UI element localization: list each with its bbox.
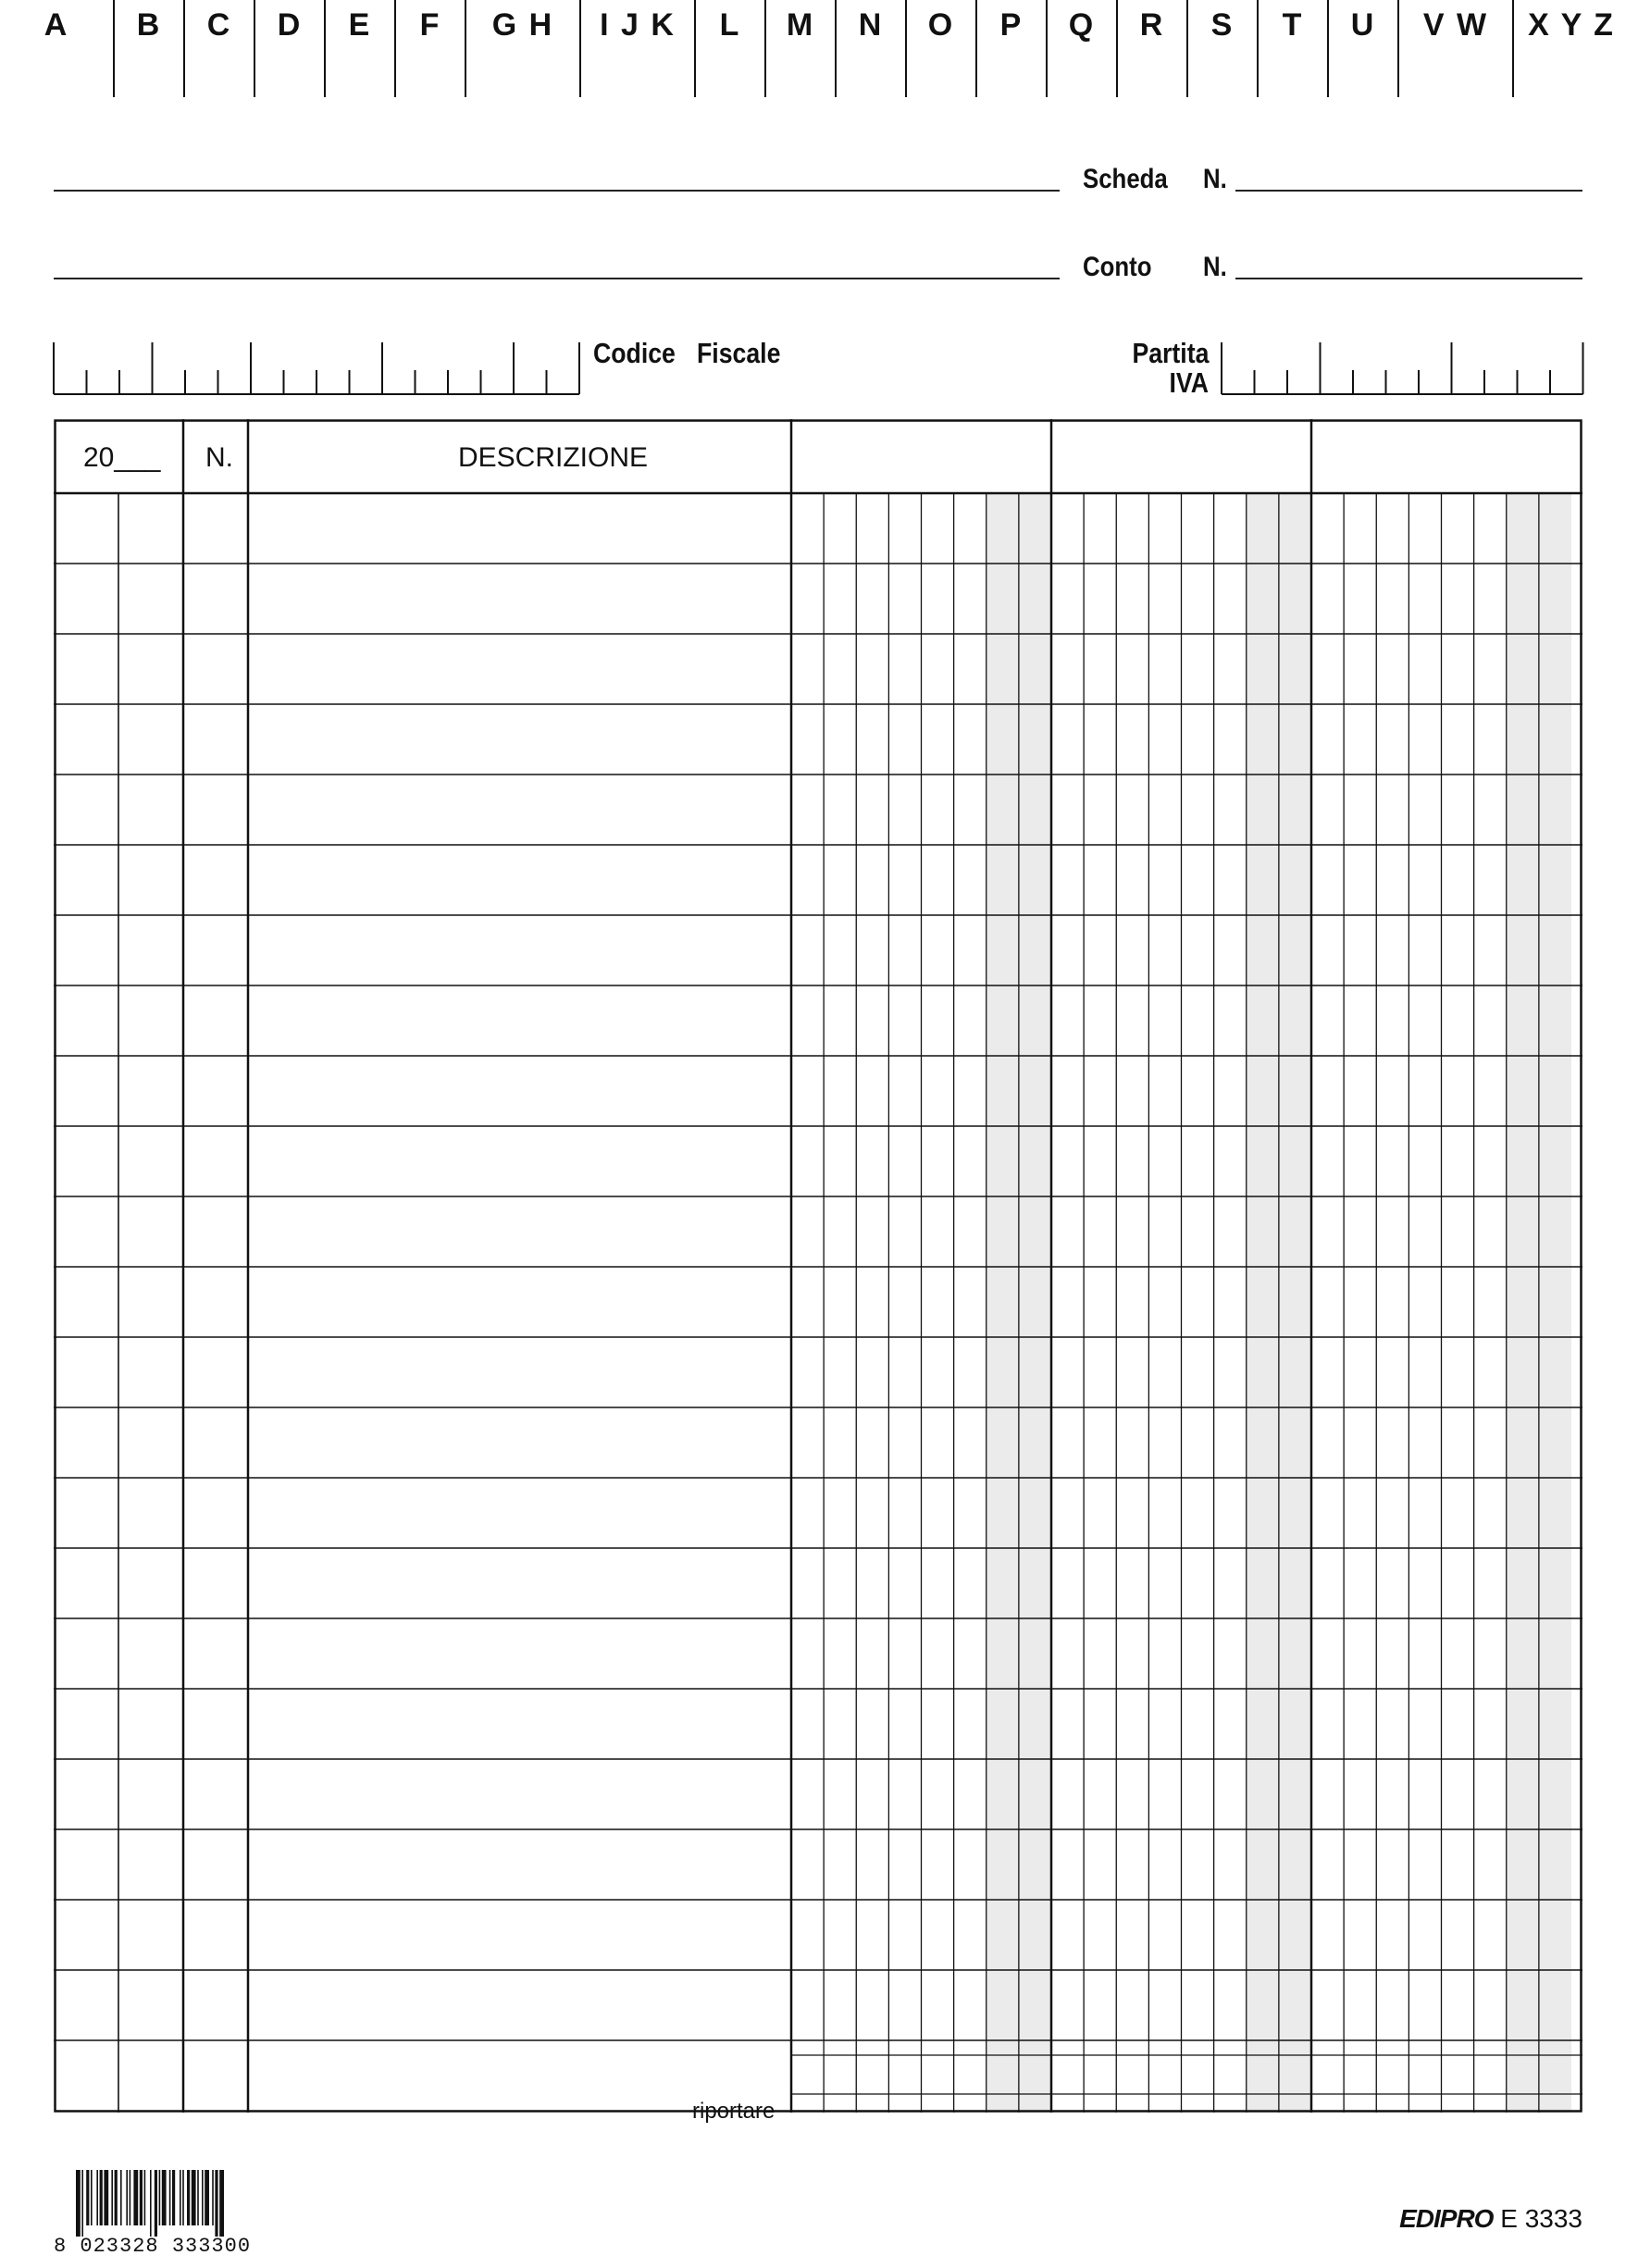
alphabet-tab[interactable]: X Y Z (1528, 7, 1615, 43)
alphabet-tab[interactable]: V W (1399, 0, 1514, 97)
table-border (56, 421, 1582, 2112)
codice-fiscale-field[interactable] (52, 342, 589, 398)
partita-iva-field[interactable] (1220, 342, 1590, 398)
alphabet-tab[interactable]: B (115, 0, 185, 97)
barcode-bar (120, 2170, 122, 2225)
alphabet-tab[interactable]: O (907, 0, 977, 97)
barcode-bar (111, 2170, 113, 2225)
barcode-bar (169, 2170, 171, 2225)
barcode-bar (133, 2170, 138, 2225)
alphabet-tab[interactable]: D (255, 0, 326, 97)
codice-fiscale-line1: Codice (593, 337, 676, 369)
barcode-digits: 8 023328 333300 (54, 2235, 252, 2258)
riportare-label: riportare (692, 2099, 776, 2124)
barcode-bar (180, 2170, 181, 2225)
barcode-bar (144, 2170, 146, 2225)
alphabet-tab[interactable]: M (766, 0, 837, 97)
partita-iva-line1: Partita (1132, 337, 1210, 369)
number-column-header: N. (205, 442, 233, 473)
barcode-bar (197, 2170, 199, 2225)
barcode-bar (76, 2170, 81, 2237)
barcode-bar (140, 2170, 143, 2225)
barcode-bar (219, 2170, 224, 2237)
codice-fiscale-line2: Fiscale (696, 337, 781, 369)
alphabet-tab[interactable]: I J K (581, 0, 696, 97)
barcode-bar (205, 2170, 209, 2225)
alphabet-tab[interactable]: F (396, 0, 466, 97)
name-line-1 (54, 190, 1060, 192)
barcode-bar (192, 2170, 196, 2225)
alphabet-tab[interactable]: P (977, 0, 1048, 97)
conto-number-label: N. (1203, 252, 1227, 282)
scheda-number-label: N. (1203, 164, 1227, 194)
product-code: E 3333 (1500, 2204, 1582, 2233)
barcode-bar (100, 2170, 103, 2225)
partita-iva-label (1120, 339, 1209, 398)
barcode-bar (212, 2170, 214, 2225)
alphabet-tab[interactable]: A (0, 0, 115, 97)
alphabet-tab[interactable]: Q (1048, 0, 1118, 97)
alphabet-tab[interactable]: U (1329, 0, 1399, 97)
barcode-bar (155, 2170, 157, 2237)
barcode-bar (162, 2170, 167, 2225)
barcode-bar (96, 2170, 98, 2225)
alphabet-index (0, 0, 1638, 97)
barcode-bar (215, 2170, 217, 2237)
scheda-label: Scheda (1083, 164, 1168, 194)
alphabet-tab[interactable]: S (1188, 0, 1259, 97)
partita-iva-line2: IVA (1169, 366, 1209, 399)
year-header: 20___ (83, 442, 161, 473)
scheda-number-field[interactable] (1235, 190, 1582, 192)
product-code-footer (1399, 2204, 1582, 2234)
conto-number-field[interactable] (1235, 278, 1582, 279)
alphabet-tab[interactable]: E (326, 0, 396, 97)
brand-logo: EDIPRO (1399, 2204, 1494, 2233)
barcode-bar (86, 2170, 89, 2225)
barcode-bar (91, 2170, 93, 2225)
barcode-bar (202, 2170, 204, 2225)
conto-label: Conto (1083, 252, 1152, 282)
alphabet-tab[interactable]: T (1259, 0, 1329, 97)
barcode-bar (126, 2170, 128, 2225)
alphabet-tab[interactable]: L (696, 0, 766, 97)
alphabet-tab[interactable]: N (837, 0, 907, 97)
alphabet-tab[interactable]: C (185, 0, 255, 97)
barcode-image (76, 2170, 289, 2237)
barcode-bar (104, 2170, 108, 2225)
barcode-bar (187, 2170, 190, 2225)
barcode-bar (182, 2170, 184, 2225)
barcode-bar (150, 2170, 152, 2237)
barcode-bar (130, 2170, 131, 2225)
barcode-bar (115, 2170, 118, 2225)
barcode-bar (159, 2170, 161, 2225)
codice-fiscale-label (593, 339, 794, 368)
barcode-bar (172, 2170, 175, 2225)
alphabet-tab[interactable]: R (1118, 0, 1188, 97)
alphabet-tab[interactable]: G H (466, 0, 581, 97)
barcode-bar (81, 2170, 83, 2237)
ledger-table (54, 419, 1585, 2131)
name-line-2 (54, 278, 1060, 279)
description-column-header: DESCRIZIONE (458, 442, 649, 473)
